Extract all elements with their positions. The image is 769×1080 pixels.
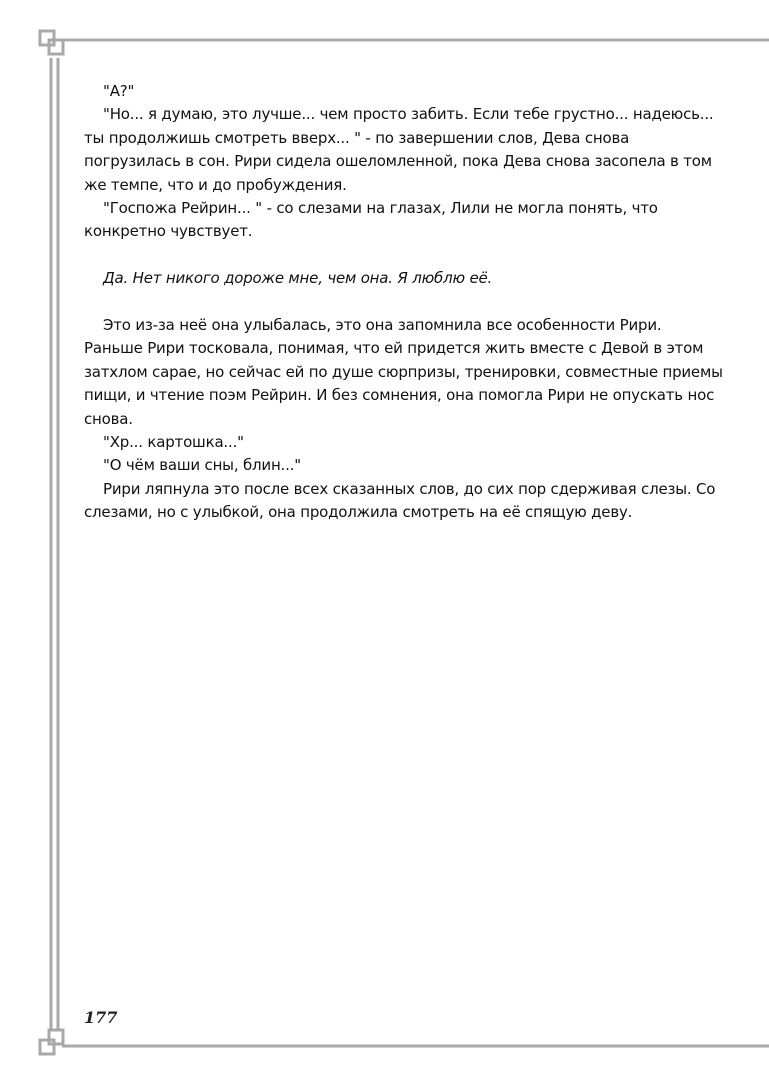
paragraph: Это из-за неё она улыбалась, это она запомнила все особенности Рири. Раньше Рири тосковала, понимая, что ей придется жить вместе с Девой в этом затхлом сарае, но сейчас ей по душе сюрпризы, тренировки, совместные приемы пищи, и чтение поэм Рейрин. И без сомнения, она помогла Рири не опускать нос снова. [84,316,723,428]
page-number: 177 [84,1008,118,1027]
paragraph: "А?" [103,82,135,100]
paragraph: "Хр... картошка..." [103,433,244,452]
paragraph: "Но... я думаю, это лучше... чем просто забить. Если тебе грустно... надеюсь... ты продолжишь смотреть вверх... " - по завершении слов, Дева снова погрузилась в сон. Рири сидела ошеломленной, пока Дева снова засопела в том же темпе, что и до пробуждения. [84,105,714,194]
paragraph-italic: Да. Нет никого дороже мне, чем она. Я люблю её. [103,269,493,288]
body-text [84,80,724,525]
paragraph: Рири ляпнула это после всех сказанных слов, до сих пор сдерживая слезы. Со слезами, но с улыбкой, она продолжила смотреть на её спящую деву. [84,479,716,522]
paragraph: "О чём ваши сны, блин..." [103,456,301,475]
paragraph: "Госпожа Рейрин... " - со слезами на глазах, Лили не могла понять, что конкретно чувствует. [84,199,658,241]
